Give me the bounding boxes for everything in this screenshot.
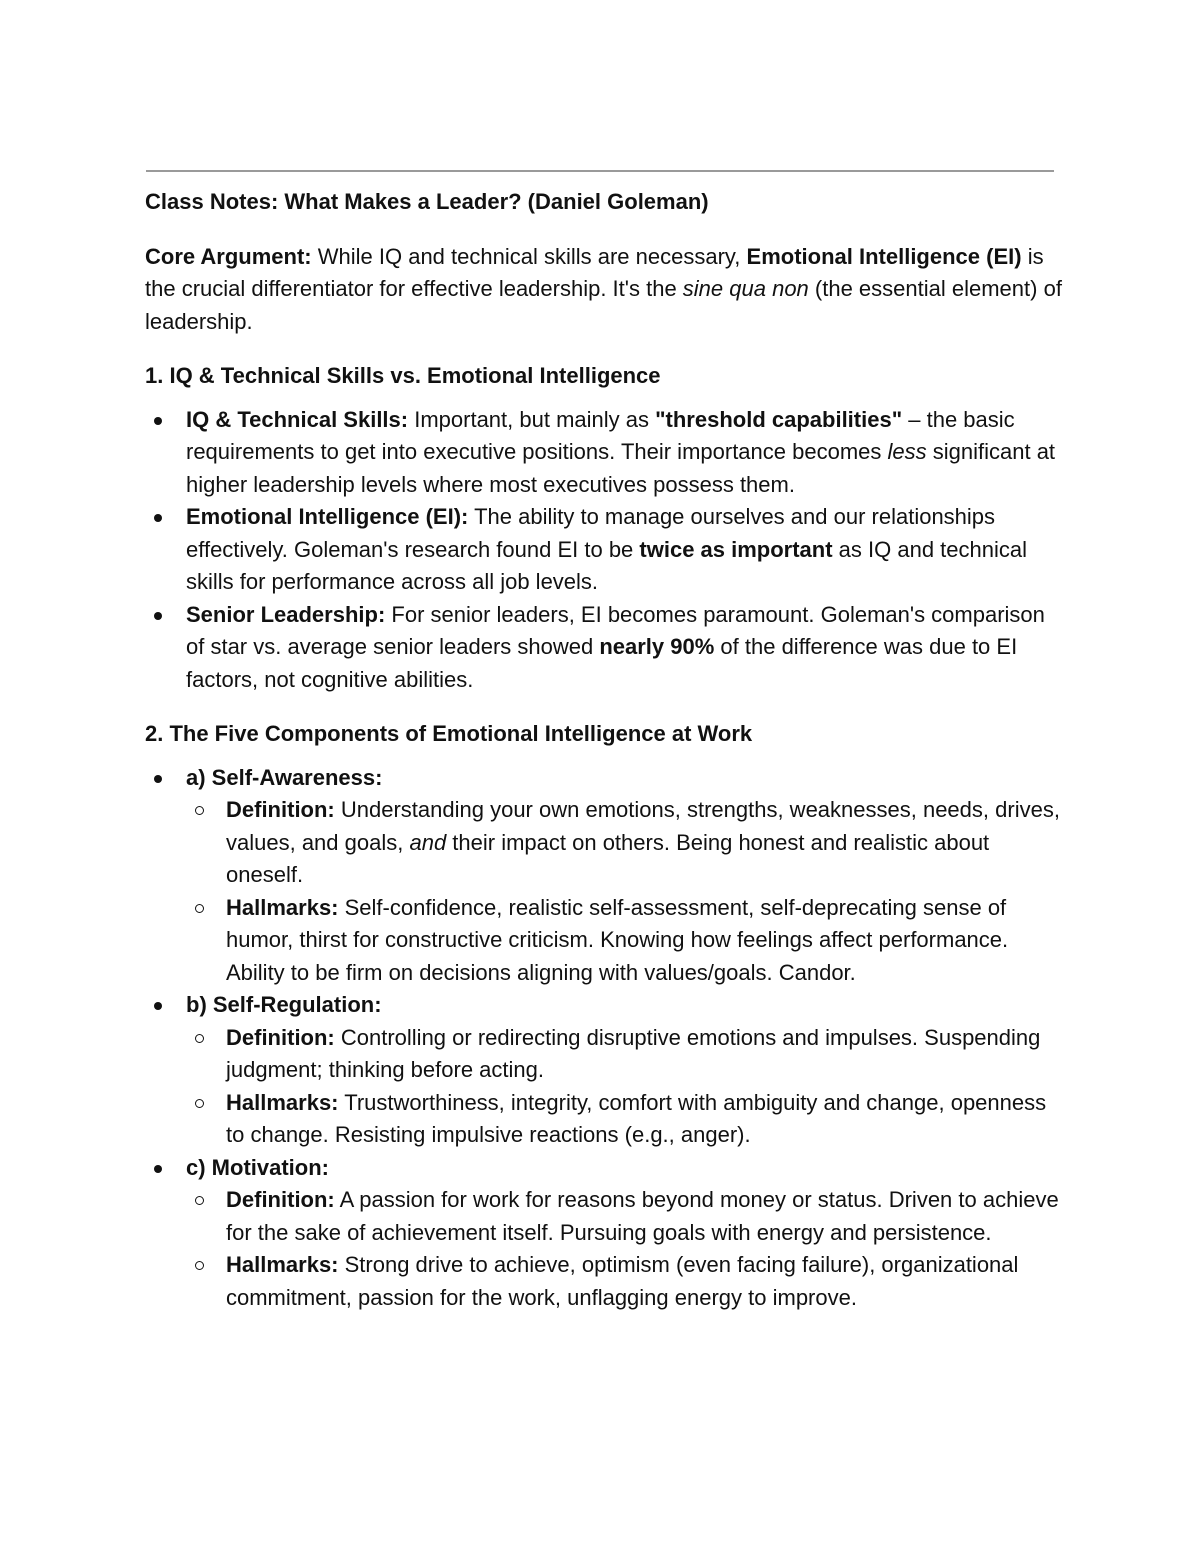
sublist-item: [186, 1249, 1065, 1314]
hallmarks-text: Strong drive to achieve, optimism (even facing failure), organizational commitment, passion for the work, unflagging energy to improve.: [226, 1252, 1019, 1310]
hallmarks-text: Self-confidence, realistic self-assessment, self-deprecating sense of humor, thirst for constructive criticism. Knowing how feelings affect performance. Ability to be firm on decisions aligning with values/goals. Candor.: [226, 894, 1009, 985]
definition-text: A passion for work for reasons beyond money or status. Driven to achieve for the sake of achievement itself. Pursuing goals with energy and persistence.: [226, 1187, 1059, 1245]
component-label: c) Motivation:: [186, 1154, 329, 1180]
item-text: as IQ and technical skills for performance across all job levels.: [186, 536, 1028, 594]
item-text: – the basic requirements to get into executive positions. Their importance becomes: [186, 406, 1015, 464]
list-item: [145, 404, 1065, 502]
hallmarks-text: Trustworthiness, integrity, comfort with ambiguity and change, openness to change. Resisting impulsive reactions (e.g., anger).: [226, 1089, 1047, 1147]
core-argument-text: is the crucial differentiator for effective leadership. It's the: [145, 243, 1044, 301]
sublist-item: [186, 1184, 1065, 1249]
core-argument-italic: sine qua non: [682, 276, 809, 301]
item-text: significant at higher leadership levels where most executives possess them.: [186, 439, 1056, 497]
sublist-item: [186, 892, 1065, 990]
document-title: Class Notes: What Makes a Leader? (Daniel Goleman): [145, 189, 709, 214]
definition-italic: and: [409, 829, 447, 855]
item-emphasis: "threshold capabilities": [655, 406, 903, 432]
component-item: [145, 1152, 1065, 1315]
item-label: IQ & Technical Skills:: [186, 406, 409, 432]
sublist-item: [186, 1022, 1065, 1087]
core-argument-paragraph: [145, 241, 1065, 339]
sublist-item: [186, 794, 1065, 892]
definition-label: Definition:: [226, 1024, 335, 1050]
section-2-list: [145, 762, 1065, 1315]
core-argument-emphasis: Emotional Intelligence (EI): [746, 243, 1022, 269]
component-item: [145, 989, 1065, 1152]
document-body: [145, 182, 1065, 1314]
component-sublist: [186, 1184, 1065, 1314]
list-item: [145, 501, 1065, 599]
item-italic: less: [887, 439, 927, 464]
core-argument-text: (the essential element) of leadership.: [145, 276, 1062, 334]
list-item: [145, 599, 1065, 697]
component-label: b) Self-Regulation:: [186, 992, 382, 1017]
item-emphasis: twice as important: [639, 536, 833, 562]
core-argument-label: Core Argument:: [145, 243, 312, 269]
hallmarks-label: Hallmarks:: [226, 894, 339, 920]
item-text: For senior leaders, EI becomes paramount. Goleman's comparison of star vs. average senior leaders showed: [186, 601, 1045, 659]
item-text: Important, but mainly as: [408, 406, 656, 432]
section-1-list: [145, 404, 1065, 697]
section-2-heading: 2. The Five Components of Emotional Intelligence at Work: [145, 721, 753, 746]
hallmarks-label: Hallmarks:: [226, 1089, 339, 1115]
item-label: Emotional Intelligence (EI):: [186, 504, 469, 529]
item-label: Senior Leadership:: [186, 601, 386, 627]
item-emphasis: nearly 90%: [599, 634, 715, 659]
definition-text: their impact on others. Being honest and realistic about oneself.: [226, 829, 990, 887]
horizontal-divider: [146, 170, 1054, 172]
definition-label: Definition:: [226, 1187, 335, 1212]
definition-label: Definition:: [226, 797, 335, 822]
sublist-item: [186, 1087, 1065, 1152]
item-text: The ability to manage ourselves and our relationships effectively. Goleman's research found EI to be: [186, 504, 996, 562]
section-1-heading: 1. IQ & Technical Skills vs. Emotional Intelligence: [145, 363, 661, 388]
component-sublist: [186, 794, 1065, 989]
item-text: of the difference was due to EI factors, not cognitive abilities.: [186, 634, 1018, 692]
definition-text: Controlling or redirecting disruptive emotions and impulses. Suspending judgment; thinking before acting.: [226, 1024, 1041, 1082]
component-label: a) Self-Awareness:: [186, 764, 383, 790]
core-argument-text: While IQ and technical skills are necessary,: [311, 243, 747, 269]
component-sublist: [186, 1022, 1065, 1152]
definition-text: Understanding your own emotions, strengths, weaknesses, needs, drives, values, and goals,: [226, 797, 1060, 855]
hallmarks-label: Hallmarks:: [226, 1252, 339, 1277]
component-item: [145, 762, 1065, 990]
